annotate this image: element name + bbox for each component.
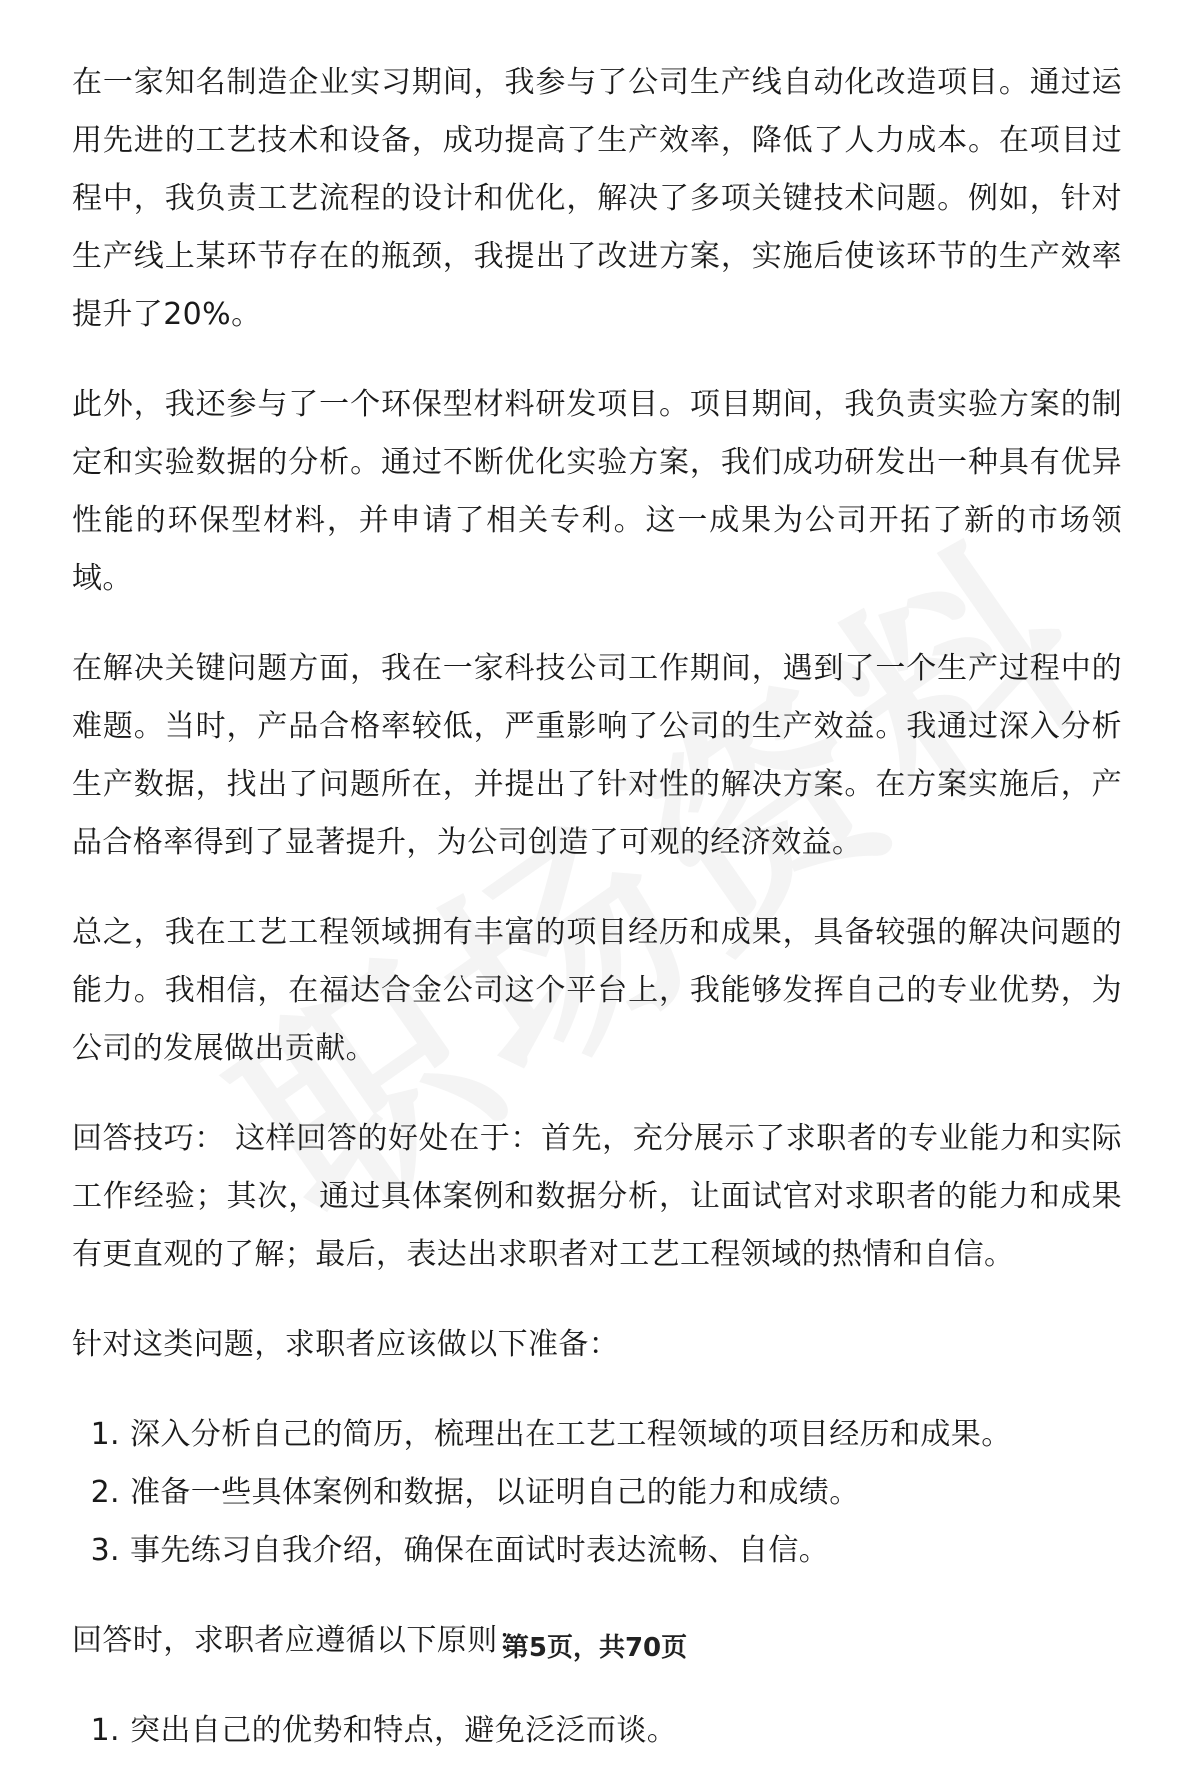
paragraph-materials-project: 此外，我还参与了一个环保型材料研发项目。项目期间，我负责实验方案的制定和实验数据的分析。通过不断优化实验方案，我们成功研发出一种具有优异性能的环保型材料，并申请了相关专利。这一成果为公司开拓了新的市场领域。 (72, 387, 1122, 596)
principles-list (72, 1702, 1122, 1760)
paragraph-internship: 在一家知名制造企业实习期间，我参与了公司生产线自动化改造项目。通过运用先进的工艺技术和设备，成功提高了生产效率，降低了人力成本。在项目过程中，我负责工艺流程的设计和优化，解决了多项关键技术问题。例如，针对生产线上某环节存在的瓶颈，我提出了改进方案，实施后使该环节的生产效率提升了20%。 (72, 65, 1122, 332)
prep-list (72, 1406, 1122, 1580)
list-number: 1. (90, 1713, 120, 1748)
list-text: 深入分析自己的简历，梳理出在工艺工程领域的项目经历和成果。 (130, 1417, 1012, 1452)
paragraph-principles-intro: 回答时，求职者应遵循以下原则： (72, 1623, 528, 1658)
list-text: 准备一些具体案例和数据，以证明自己的能力和成绩。 (130, 1475, 860, 1510)
list-item (72, 1702, 1122, 1760)
list-item (72, 1406, 1122, 1464)
list-item (72, 1464, 1122, 1522)
paragraph-answer-tips: 回答技巧： 这样回答的好处在于：首先，充分展示了求职者的专业能力和实际工作经验；其次，通过具体案例和数据分析，让面试官对求职者的能力和成果有更直观的了解；最后，表达出求职者对工艺工程领域的热情和自信。 (72, 1121, 1122, 1272)
list-number: 3. (90, 1533, 120, 1568)
paragraph-prep-intro: 针对这类问题，求职者应该做以下准备： (72, 1327, 620, 1362)
list-item (72, 1522, 1122, 1580)
document-page (72, 54, 1122, 1792)
page-footer: 第5页，共70页 (502, 1633, 688, 1663)
paragraph-summary: 总之，我在工艺工程领域拥有丰富的项目经历和成果，具备较强的解决问题的能力。我相信，在福达合金公司这个平台上，我能够发挥自己的专业优势，为公司的发展做出贡献。 (72, 915, 1122, 1066)
list-number: 2. (90, 1475, 120, 1510)
list-text: 事先练习自我介绍，确保在面试时表达流畅、自信。 (130, 1533, 830, 1568)
paragraph-key-problem: 在解决关键问题方面，我在一家科技公司工作期间，遇到了一个生产过程中的难题。当时，产品合格率较低，严重影响了公司的生产效益。我通过深入分析生产数据，找出了问题所在，并提出了针对性的解决方案。在方案实施后，产品合格率得到了显著提升，为公司创造了可观的经济效益。 (72, 651, 1122, 860)
list-number: 1. (90, 1417, 120, 1452)
list-text: 突出自己的优势和特点，避免泛泛而谈。 (130, 1713, 678, 1748)
